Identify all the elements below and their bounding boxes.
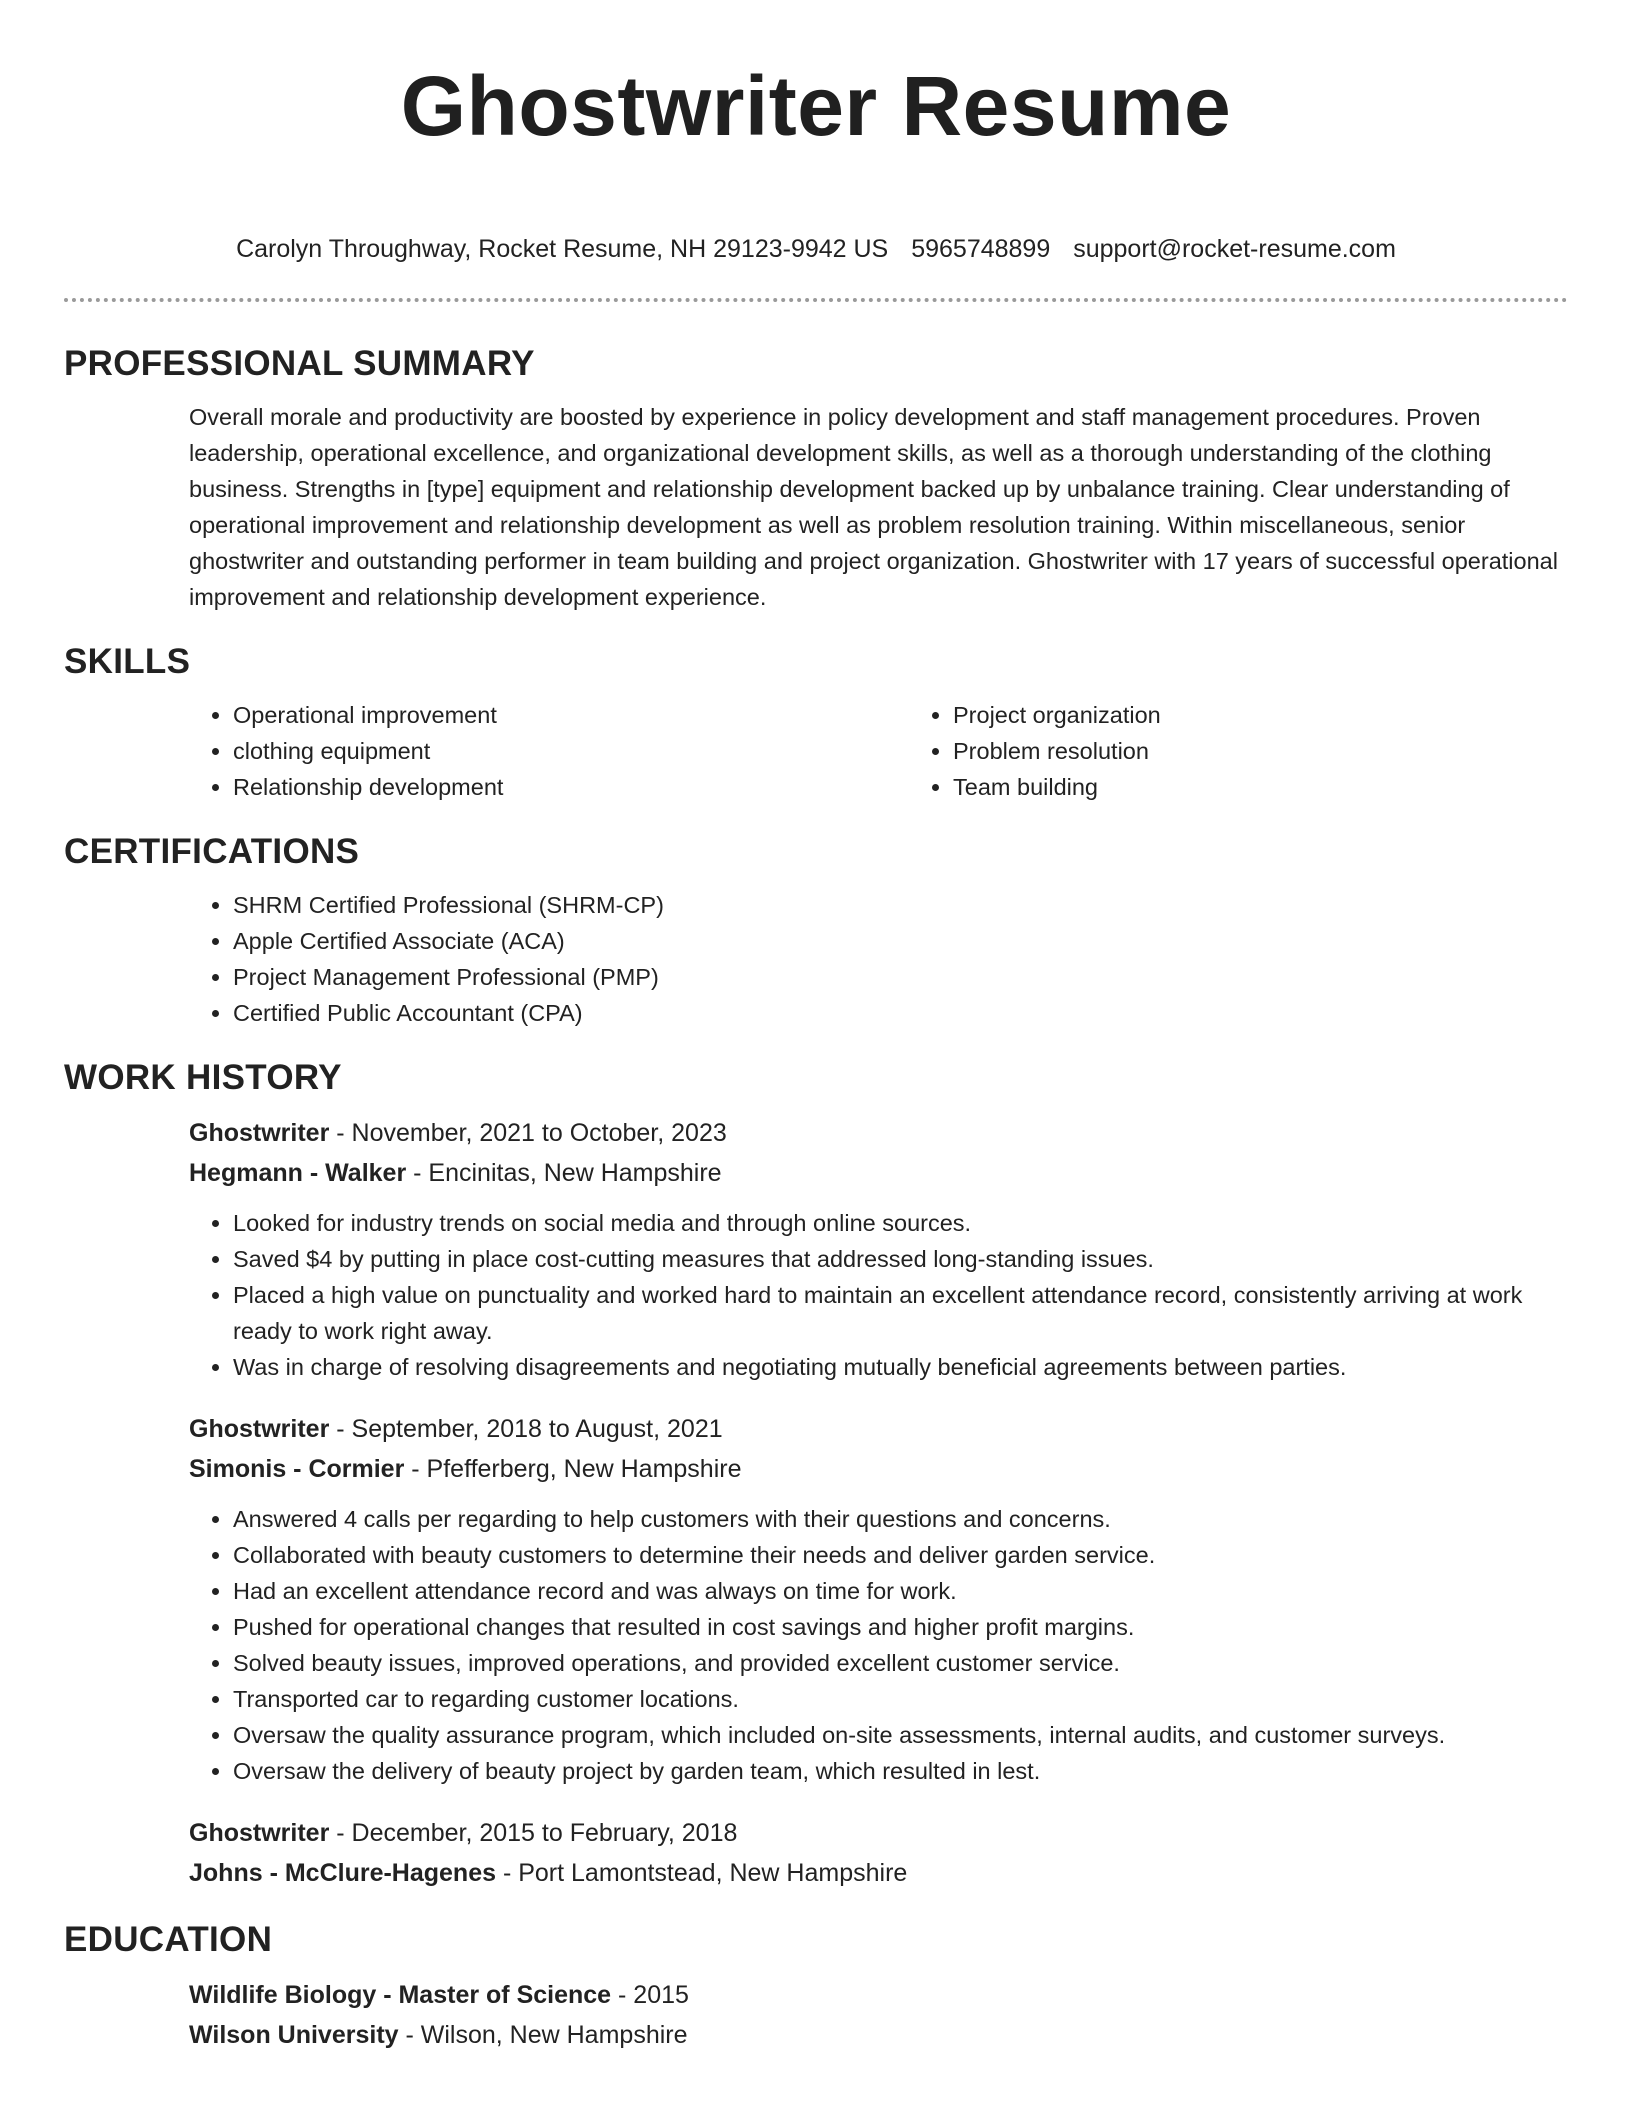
- job-title-line: [189, 1113, 1568, 1153]
- job-company-line: [189, 1853, 1568, 1893]
- skills-list-left: [189, 697, 909, 805]
- education-degree: Wildlife Biology - Master of Science: [189, 1981, 612, 2009]
- job-location: - Port Lamontstead, New Hampshire: [496, 1859, 908, 1887]
- list-item: • Apple Certified Associate (ACA): [233, 923, 1568, 959]
- list-item: • Had an excellent attendance record and was always on time for work.: [233, 1573, 1568, 1609]
- job-dates: - September, 2018 to August, 2021: [329, 1415, 723, 1443]
- job-entry: [64, 1409, 1568, 1789]
- list-item: • Looked for industry trends on social media and through online sources.: [233, 1205, 1568, 1241]
- job-company: Johns - McClure-Hagenes: [189, 1859, 497, 1887]
- list-item: • Was in charge of resolving disagreements and negotiating mutually beneficial agreements between parties.: [233, 1349, 1568, 1385]
- list-item: • Team building: [953, 769, 1629, 805]
- list-item: • clothing equipment: [233, 733, 909, 769]
- list-item: • Problem resolution: [953, 733, 1629, 769]
- summary-heading: PROFESSIONAL SUMMARY: [64, 344, 535, 383]
- job-bullets: [189, 1501, 1568, 1789]
- job-location: - Encinitas, New Hampshire: [406, 1159, 722, 1187]
- work-history-heading: WORK HISTORY: [64, 1058, 342, 1097]
- list-item: • Answered 4 calls per regarding to help customers with their questions and concerns.: [233, 1501, 1568, 1537]
- list-item: • Oversaw the quality assurance program, which included on-site assessments, internal audits, and customer surveys.: [233, 1717, 1568, 1753]
- resume-title: Ghostwriter Resume: [400, 59, 1232, 153]
- certifications-heading: CERTIFICATIONS: [64, 832, 360, 871]
- job-dates: - December, 2015 to February, 2018: [329, 1819, 738, 1847]
- list-item: • Project Management Professional (PMP): [233, 959, 1568, 995]
- education-section: [64, 1919, 1568, 2055]
- skills-list-right: [909, 697, 1629, 805]
- job-entry: [64, 1813, 1568, 1893]
- education-degree-line: [189, 1975, 1568, 2015]
- list-item: • Project organization: [953, 697, 1629, 733]
- header-divider: [64, 298, 1568, 302]
- job-bullets: [189, 1205, 1568, 1385]
- list-item: • Pushed for operational changes that resulted in cost savings and higher profit margins.: [233, 1609, 1568, 1645]
- contact-email: support@rocket-resume.com: [1073, 235, 1396, 263]
- education-school: Wilson University: [189, 2021, 399, 2049]
- job-title-line: [189, 1813, 1568, 1853]
- certifications-section: [64, 831, 1568, 1031]
- list-item: • Relationship development: [233, 769, 909, 805]
- summary-text: Overall morale and productivity are boosted by experience in policy development and staff management procedures. Proven leadership, operational excellence, and organizational development skills, as well as a thorough understanding of the clothing business. Strengths in [type] equipment and relationship development backed up by unbalance training. Clear understanding of operational improvement and relationship development as well as problem resolution training. Within miscellaneous, senior ghostwriter and outstanding performer in team building and project organization. Ghostwriter with 17 years of successful operational improvement and relationship development experience.: [189, 404, 1558, 610]
- list-item: • Certified Public Accountant (CPA): [233, 995, 1568, 1031]
- job-location: - Pfefferberg, New Hampshire: [404, 1455, 742, 1483]
- summary-section: [64, 343, 1568, 615]
- skills-heading: SKILLS: [64, 642, 191, 681]
- job-company: Hegmann - Walker: [189, 1159, 407, 1187]
- job-company-line: [189, 1449, 1568, 1489]
- list-item: • Saved $4 by putting in place cost-cutting measures that addressed long-standing issues.: [233, 1241, 1568, 1277]
- job-entry: [64, 1113, 1568, 1385]
- certifications-list: [189, 887, 1568, 1031]
- education-heading: EDUCATION: [64, 1920, 273, 1959]
- job-title: Ghostwriter: [189, 1819, 330, 1847]
- job-company-line: [189, 1153, 1568, 1193]
- job-title-line: [189, 1409, 1568, 1449]
- skills-section: [64, 641, 1568, 805]
- list-item: • Operational improvement: [233, 697, 909, 733]
- education-location: - Wilson, New Hampshire: [398, 2021, 688, 2049]
- job-company: Simonis - Cormier: [189, 1455, 405, 1483]
- education-school-line: [189, 2015, 1568, 2055]
- list-item: • Placed a high value on punctuality and worked hard to maintain an excellent attendance record, consistently arriving at work ready to work right away.: [233, 1277, 1568, 1349]
- contact-phone: 5965748899: [911, 235, 1051, 263]
- list-item: • Oversaw the delivery of beauty project by garden team, which resulted in lest.: [233, 1753, 1568, 1789]
- work-history-section: [64, 1057, 1568, 1893]
- job-title: Ghostwriter: [189, 1119, 330, 1147]
- job-title: Ghostwriter: [189, 1415, 330, 1443]
- job-dates: - November, 2021 to October, 2023: [329, 1119, 727, 1147]
- list-item: • Transported car to regarding customer locations.: [233, 1681, 1568, 1717]
- list-item: • Collaborated with beauty customers to determine their needs and deliver garden service.: [233, 1537, 1568, 1573]
- education-year: - 2015: [611, 1981, 689, 2009]
- list-item: • SHRM Certified Professional (SHRM-CP): [233, 887, 1568, 923]
- contact-line: [64, 234, 1568, 264]
- contact-address: Carolyn Throughway, Rocket Resume, NH 29123-9942 US: [236, 235, 889, 263]
- list-item: • Solved beauty issues, improved operations, and provided excellent customer service.: [233, 1645, 1568, 1681]
